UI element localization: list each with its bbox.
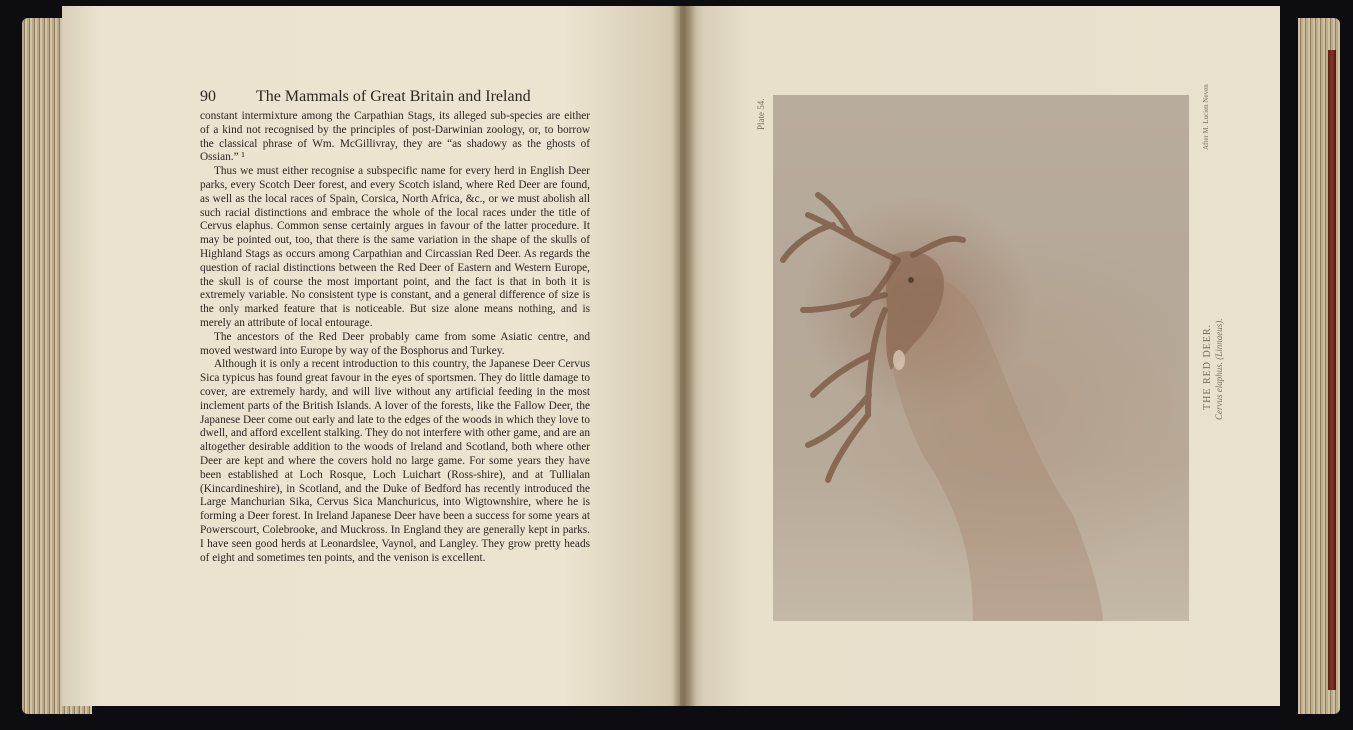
page-header (200, 88, 540, 106)
paragraph: constant intermixture among the Carpathian Stags, its alleged sub-species are either of a kind not recognised by the principles of post-Darwinian zoology, or, to borrow the classical phrase of Wm. McGillivray, they are “as shadowy as the ghosts of Ossian.” ¹ (200, 110, 590, 164)
plate-species: Cervus elaphus. (Linnaeus). (1214, 318, 1224, 420)
running-head: The Mammals of Great Britain and Ireland (256, 88, 531, 105)
plate-title: THE RED DEER. (1202, 323, 1213, 410)
page-number: 90 (200, 88, 216, 105)
plate-credit: After M. Lucien Neven (1202, 84, 1210, 150)
body-text (200, 110, 590, 565)
paragraph: Although it is only a recent introduction to this country, the Japanese Deer Cervus Sica typicus has found great favour in the eyes of sportsmen. They do little damage to cover, are extremely hardy, and will live without any artificial feeding in the most inclement parts of the British Islands. A lover of the forests, like the Fallow Deer, the Japanese Deer come out early and late to the edges of the woods in which they love to dwell, and afford excellent stalking. They do not interfere with other game, and are an altogether desirable addition to the woods of Ireland and Scotland, both where other Deer are kept and where the covers hold no large game. For some years they have been established at Loch Rosque, Loch Luichart (Ross-shire), and at Tullialan (Kincardineshire), in Scotland, and the Duke of Bedford has recently introduced the Large Manchurian Sika, Cervus Sica Manchuricus, into Wigtownshire, where he is forming a Deer forest. In Ireland Japanese Deer have been a success for some years at Powerscourt, Colebrooke, and Muckross. In England they are generally kept in parks. I have seen good herds at Leonardslee, Vaynol, and Langley. They grow pretty heads of eight and sometimes ten points, and the venison is excellent. (200, 358, 590, 564)
plate-label: Plate 54. (756, 98, 766, 130)
paragraph: Thus we must either recognise a subspecific name for every herd in English Deer parks, every Scotch Deer forest, and every Scotch island, where Red Deer are found, as well as the local races of Spain, Corsica, North Africa, &c., or we must abolish all such racial distinctions and embrace the whole of the local races under the title of Cervus elaphus. Common sense certainly argues in favour of the latter procedure. It may be pointed out, too, that there is the same variation in the shape of the skulls of Highland Stags as occurs among Carpathian and Circassian Red Deer. As regards the question of racial distinctions between the Red Deer of Eastern and Western Europe, the skull is of course the most important point, and the fact is that in both it is extremely variable. No consistent type is constant, and a general difference of size is the only marked feature that is noticeable. But size alone means nothing, and is merely an attribute of local entourage. (200, 165, 590, 329)
red-deer-plate-illustration (773, 95, 1189, 621)
stag-illustration (773, 95, 1189, 621)
paragraph: The ancestors of the Red Deer probably came from some Asiatic centre, and moved westward into Europe by way of the Bosphorus and Turkey. (200, 330, 590, 357)
book-gutter (672, 6, 696, 706)
cover-spine (1328, 50, 1336, 690)
